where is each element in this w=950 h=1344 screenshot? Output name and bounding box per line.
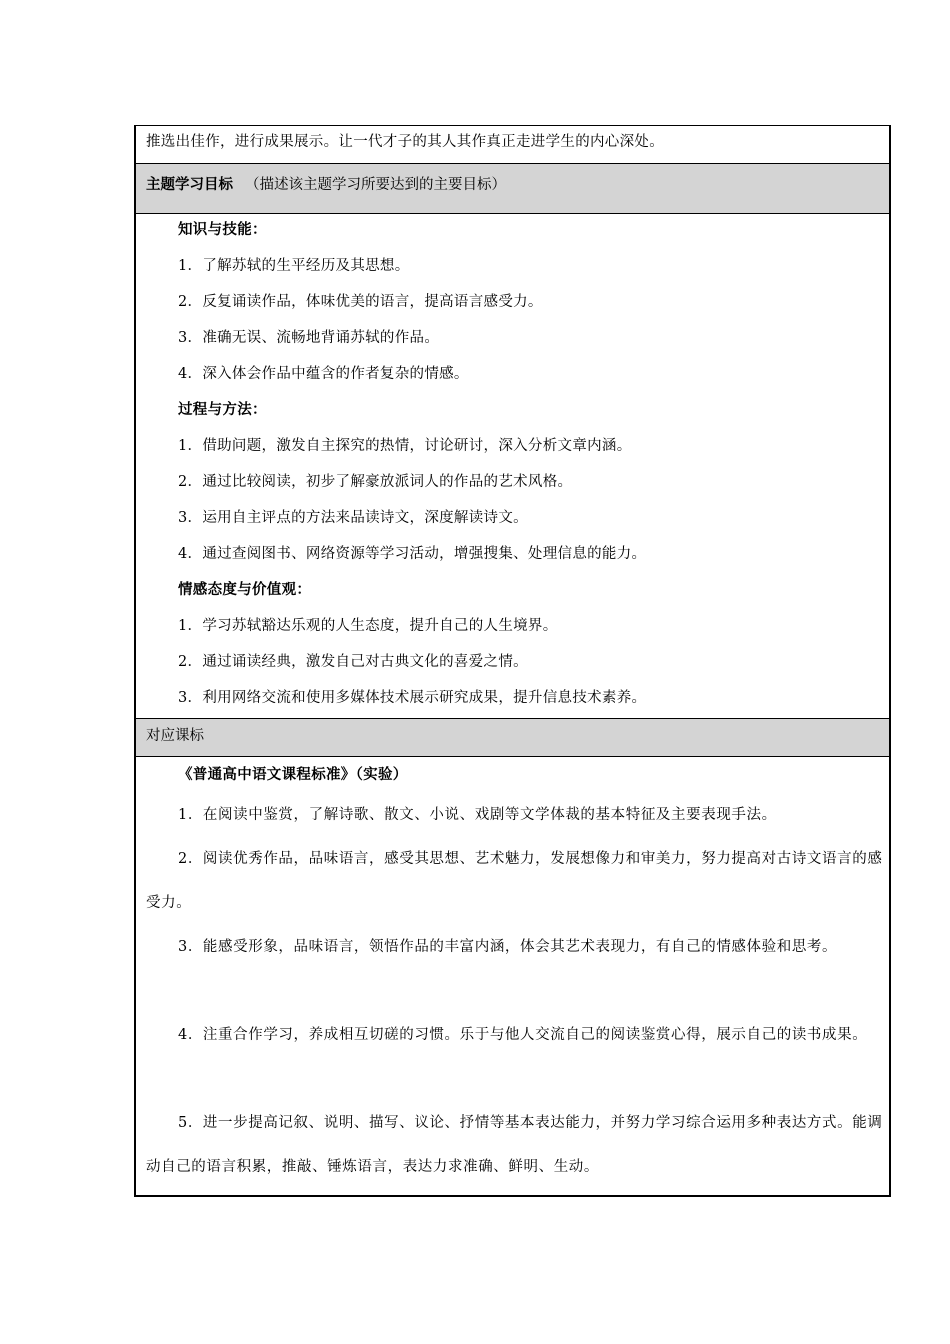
knowledge-item: 2．反复诵读作品，体味优美的语言，提高语言感受力。 — [178, 294, 543, 310]
process-item: 3．运用自主评点的方法来品读诗文，深度解读诗文。 — [178, 510, 528, 526]
emotion-item: 1．学习苏轼豁达乐观的人生态度，提升自己的人生境界。 — [178, 618, 558, 634]
process-heading: 过程与方法： — [178, 401, 267, 418]
standards-item: 2．阅读优秀作品，品味语言，感受其思想、艺术魅力，发展想像力和审美力，努力提高对古诗文语言的感受力。 — [146, 851, 883, 911]
goals-header-title: 主题学习目标 — [146, 176, 233, 193]
standards-heading: 《普通高中语文课程标准》（实验） — [178, 766, 408, 783]
knowledge-item: 3．准确无误、流畅地背诵苏轼的作品。 — [178, 330, 440, 346]
process-item: 1．借助问题，激发自主探究的热情，讨论研讨，深入分析文章内涵。 — [178, 438, 632, 454]
goals-header — [146, 173, 506, 194]
process-item: 4．通过查阅图书、网络资源等学习活动，增强搜集、处理信息的能力。 — [178, 546, 647, 562]
goals-row — [136, 214, 889, 719]
knowledge-item: 1．了解苏轼的生平经历及其思想。 — [178, 258, 410, 274]
standards-header-title: 对应课标 — [146, 728, 204, 744]
standards-header-row — [136, 719, 889, 757]
emotion-item: 3．利用网络交流和使用多媒体技术展示研究成果，提升信息技术素养。 — [178, 690, 647, 706]
standards-item: 1．在阅读中鉴赏，了解诗歌、散文、小说、戏剧等文学体裁的基本特征及主要表现手法。 — [178, 807, 777, 823]
emotion-heading: 情感态度与价值观： — [178, 581, 312, 598]
intro-text: 推选出佳作，进行成果展示。让一代才子的其人其作真正走进学生的内心深处。 — [146, 134, 664, 150]
intro-row — [136, 126, 889, 164]
standards-item: 5．进一步提高记叙、说明、描写、议论、抒情等基本表达能力，并努力学习综合运用多种表达方式。能调动自己的语言积累，推敲、锤炼语言，表达力求准确、鲜明、生动。 — [146, 1115, 883, 1175]
standards-row — [136, 757, 889, 1195]
goals-header-description: （描述该主题学习所要达到的主要目标） — [245, 177, 506, 193]
process-item: 2．通过比较阅读，初步了解豪放派词人的作品的艺术风格。 — [178, 474, 573, 490]
knowledge-heading: 知识与技能： — [178, 221, 267, 238]
standards-item: 3．能感受形象，品味语言，领悟作品的丰富内涵，体会其艺术表现力，有自己的情感体验和思考。 — [178, 939, 838, 955]
knowledge-item: 4．深入体会作品中蕴含的作者复杂的情感。 — [178, 366, 469, 382]
emotion-item: 2．通过诵读经典，激发自己对古典文化的喜爱之情。 — [178, 654, 528, 670]
lesson-plan-table — [134, 125, 891, 1197]
goals-header-row — [136, 164, 889, 214]
standards-item: 4．注重合作学习，养成相互切磋的习惯。乐于与他人交流自己的阅读鉴赏心得，展示自己的读书成果。 — [178, 1027, 868, 1043]
